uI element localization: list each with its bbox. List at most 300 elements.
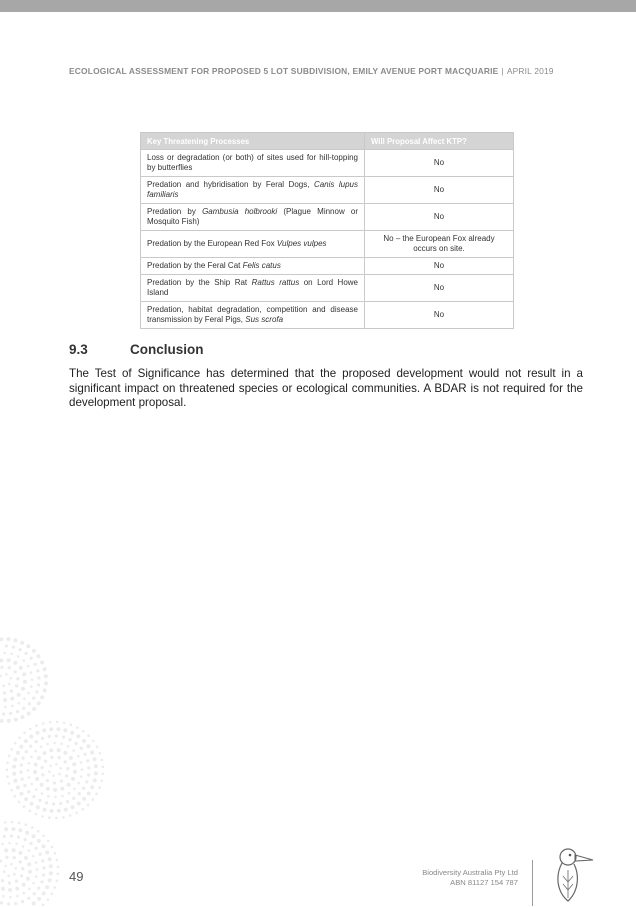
dot (38, 853, 41, 856)
answer-cell: No (365, 150, 514, 177)
dot (30, 671, 33, 674)
dot (34, 763, 38, 767)
dot (28, 870, 32, 874)
dot (45, 851, 49, 855)
dot (10, 863, 13, 866)
dot (42, 866, 45, 869)
dot (1, 843, 4, 846)
dot (17, 693, 21, 697)
dot (25, 831, 29, 835)
dot (13, 856, 16, 859)
dot (18, 822, 21, 825)
dot (10, 834, 13, 837)
dot (10, 690, 13, 693)
dot (13, 638, 17, 642)
footer-divider (532, 860, 533, 906)
dot (0, 637, 3, 641)
dot (19, 860, 22, 863)
dot (45, 885, 49, 889)
dot (12, 848, 16, 852)
dot (52, 775, 55, 778)
dot (30, 756, 33, 759)
dot (0, 658, 3, 662)
dot (70, 731, 74, 735)
dot (13, 779, 17, 783)
dot (32, 697, 35, 700)
dot (66, 767, 69, 770)
dot (49, 871, 53, 875)
dot (37, 701, 41, 705)
dot (21, 867, 24, 870)
answer-cell: No (365, 302, 514, 329)
dot (23, 680, 27, 684)
table-row (141, 258, 514, 275)
dot (56, 727, 60, 731)
dot (36, 805, 40, 809)
dot (25, 823, 28, 826)
dot (0, 901, 3, 904)
dot (12, 772, 16, 776)
process-cell: Predation and hybridisation by Feral Dogs, Canis lupus familiaris (141, 177, 365, 204)
ktp-table (140, 132, 514, 329)
dot (57, 809, 61, 813)
dot (53, 788, 57, 792)
dot (44, 681, 48, 685)
dot (42, 751, 46, 755)
dot (41, 737, 44, 740)
header-title: ECOLOGICAL ASSESSMENT FOR PROPOSED 5 LOT SUBDIVISION, EMILY AVENUE PORT MACQUARIE (69, 66, 499, 76)
dot (28, 776, 31, 779)
dot (32, 882, 35, 885)
dot (0, 675, 2, 678)
dot (46, 787, 50, 791)
dot (24, 739, 28, 743)
dot (67, 783, 71, 787)
dot (0, 719, 4, 723)
dot (40, 695, 44, 699)
column-header-process: Key Threatening Processes (141, 133, 365, 150)
dot (69, 814, 72, 817)
dot (73, 788, 76, 791)
kookaburra-logo-icon (551, 846, 595, 904)
dot (65, 774, 68, 777)
dot (9, 677, 12, 680)
dot (15, 843, 18, 846)
dot (95, 793, 98, 796)
dot (24, 797, 28, 801)
dot (94, 764, 98, 768)
dot (56, 880, 59, 883)
dot (22, 707, 25, 710)
dot (35, 788, 38, 791)
dot (37, 756, 41, 760)
dot (50, 809, 54, 813)
dot (20, 874, 23, 877)
dot (80, 761, 83, 764)
dot (31, 678, 34, 681)
dot (102, 773, 105, 776)
dot (93, 757, 97, 761)
dot (28, 849, 31, 852)
dot (56, 721, 59, 724)
dot (5, 673, 8, 676)
dot (42, 891, 46, 895)
dot (55, 763, 58, 766)
answer-cell: No (365, 204, 514, 231)
dot (64, 808, 68, 812)
dot (35, 861, 38, 864)
dot (15, 684, 18, 687)
dot (69, 756, 73, 760)
dot (44, 674, 48, 678)
dot (63, 751, 67, 755)
dot (73, 770, 77, 774)
dot (15, 887, 19, 891)
dot (43, 808, 47, 812)
dot (23, 892, 26, 895)
dot (62, 816, 65, 819)
dot (9, 896, 12, 899)
dot (48, 735, 51, 738)
dot (38, 799, 41, 802)
dot (23, 659, 26, 662)
dot (71, 805, 75, 809)
dot (36, 731, 40, 735)
dot (18, 851, 22, 855)
dot (62, 735, 65, 738)
dot (8, 782, 11, 785)
table-row (141, 150, 514, 177)
dot (92, 798, 95, 801)
dot (7, 719, 11, 723)
dot (93, 778, 97, 782)
dot (7, 902, 10, 905)
dot (57, 866, 60, 869)
process-cell: Predation by the Feral Cat Felis catus (141, 258, 365, 275)
dot (48, 816, 51, 819)
dot (27, 862, 31, 866)
dot (60, 787, 64, 791)
dot (2, 685, 5, 688)
dot (24, 652, 27, 655)
dot (57, 873, 60, 876)
dot (1, 879, 4, 882)
dot (21, 715, 25, 719)
dot (4, 848, 8, 852)
dot (8, 888, 12, 892)
dot (75, 812, 78, 815)
dot (71, 777, 75, 781)
dot (17, 835, 20, 838)
dot (82, 739, 86, 743)
dot (0, 859, 2, 862)
dot (28, 888, 31, 891)
dot (4, 706, 7, 709)
dot (90, 785, 94, 789)
dot (37, 654, 41, 658)
dot (6, 637, 10, 641)
dot (2, 895, 5, 898)
dot (40, 661, 44, 665)
header-date: APRIL 2019 (506, 66, 554, 76)
dot (98, 786, 101, 789)
dot (55, 817, 58, 820)
dot (31, 826, 34, 829)
dot (22, 883, 26, 887)
dot (7, 875, 10, 878)
dot (40, 783, 44, 787)
dot (6, 775, 9, 778)
dot (42, 904, 45, 907)
answer-cell: No (365, 275, 514, 302)
dot (22, 845, 25, 848)
dot (63, 728, 67, 732)
dot (87, 734, 90, 737)
dot (35, 875, 38, 878)
dot (82, 730, 85, 733)
company-name: Biodiversity Australia Pty Ltd (422, 868, 518, 877)
dot (5, 856, 8, 859)
dot (80, 747, 83, 750)
table-row (141, 177, 514, 204)
dot (30, 802, 34, 806)
dot (41, 859, 44, 862)
dot (41, 773, 44, 776)
dot (27, 665, 30, 668)
dot (35, 777, 39, 781)
dot (49, 727, 53, 731)
dot (6, 761, 9, 764)
dot (46, 779, 49, 782)
dot (11, 821, 14, 824)
dot (40, 746, 43, 749)
table-header-row (141, 133, 514, 150)
dot (37, 830, 40, 833)
dot (19, 666, 23, 670)
dot (73, 749, 76, 752)
dot (92, 740, 95, 743)
dot (82, 787, 85, 790)
dot (3, 870, 6, 873)
dot (53, 886, 56, 889)
dot (78, 792, 81, 795)
dot (54, 796, 57, 799)
top-bar (0, 0, 636, 12)
dot (34, 750, 37, 753)
dot (4, 821, 7, 824)
dot (101, 780, 104, 783)
dot (87, 791, 91, 795)
dot (40, 880, 43, 883)
process-cell: Predation by the Ship Rat Rattus rattus on Lord Howe Island (141, 275, 365, 302)
dot (61, 795, 64, 798)
dot (31, 783, 34, 786)
dot (81, 768, 84, 771)
dot (58, 756, 61, 759)
dot (49, 748, 53, 752)
dot (10, 697, 14, 701)
dot (101, 759, 104, 762)
dot (44, 759, 47, 762)
answer-cell: No (365, 258, 514, 275)
dot (23, 732, 26, 735)
dot (87, 744, 91, 748)
dot (3, 691, 6, 694)
dot (8, 881, 11, 884)
dot (5, 644, 8, 647)
dot (81, 808, 84, 811)
dot (19, 745, 23, 749)
dot (83, 753, 86, 756)
dot (99, 752, 102, 755)
dot (90, 751, 94, 755)
dot (35, 724, 38, 727)
dot (27, 897, 30, 900)
dot (68, 792, 71, 795)
dot (35, 847, 38, 850)
dot (29, 842, 32, 845)
dot (32, 795, 35, 798)
table-row (141, 204, 514, 231)
dot (33, 663, 36, 666)
dot (47, 840, 50, 843)
dot (15, 880, 18, 883)
dot (9, 712, 12, 715)
dot (16, 710, 19, 713)
dot (37, 887, 40, 890)
dot (23, 698, 26, 701)
dot (20, 792, 24, 796)
dot (50, 893, 53, 896)
dot (43, 667, 47, 671)
header-separator: | (501, 66, 504, 76)
dot (7, 658, 11, 662)
dot (94, 771, 98, 775)
dot (6, 768, 9, 771)
dot (60, 743, 63, 746)
dot (41, 815, 44, 818)
dot (66, 800, 69, 803)
dot (51, 846, 54, 849)
dot (59, 767, 62, 770)
dot (77, 755, 80, 758)
company-info (422, 868, 518, 888)
dot (12, 765, 16, 769)
dot (18, 801, 21, 804)
running-header (69, 66, 589, 76)
dot (10, 748, 13, 751)
dot (16, 786, 20, 790)
conclusion-paragraph: The Test of Significance has determined that the proposed development would not result in a significant impact on threatened species or ecological communities. A BDAR is not required for the development proposal. (69, 367, 583, 409)
dot (18, 648, 21, 651)
dot (57, 748, 61, 752)
dot (86, 759, 89, 762)
dot (29, 728, 32, 731)
dot (63, 722, 66, 725)
dot (60, 780, 63, 783)
dot (37, 676, 40, 679)
dot (42, 844, 46, 848)
dot (53, 781, 56, 784)
dot (30, 685, 33, 688)
dot (23, 784, 26, 787)
dot (3, 652, 6, 655)
table-row (141, 231, 514, 258)
dot (35, 690, 38, 693)
dot (23, 805, 26, 808)
dot (87, 766, 90, 769)
dot (45, 801, 48, 804)
dot (21, 687, 25, 691)
dot (33, 770, 37, 774)
dot (13, 758, 17, 762)
dot (20, 763, 23, 766)
dot (16, 751, 20, 755)
dot (32, 649, 36, 653)
dot (18, 736, 21, 739)
dot (29, 735, 33, 739)
dot (67, 745, 70, 748)
dot (55, 734, 58, 737)
dot (18, 702, 21, 705)
dot (4, 865, 7, 868)
dot (42, 722, 45, 725)
dot (3, 698, 7, 702)
dot (32, 707, 36, 711)
dot (87, 773, 90, 776)
dot (3, 835, 6, 838)
process-cell: Predation, habitat degradation, competition and disease transmission by Feral Pigs, Sus scrofa (141, 302, 365, 329)
dot (56, 859, 59, 862)
dot (16, 677, 19, 680)
dot (8, 755, 11, 758)
dot (36, 669, 39, 672)
dot (35, 813, 38, 816)
dot (47, 898, 50, 901)
dot (68, 738, 71, 741)
column-header-answer: Will Proposal Affect KTP? (365, 133, 514, 150)
dot (64, 760, 67, 763)
dot (21, 900, 24, 903)
answer-cell: No (365, 177, 514, 204)
dot (52, 802, 55, 805)
dot (1, 887, 5, 891)
dot (77, 802, 81, 806)
dot (48, 770, 51, 773)
dot (11, 827, 15, 831)
dot (47, 795, 50, 798)
dot (53, 742, 56, 745)
dot (14, 902, 17, 905)
dot (74, 742, 77, 745)
section-number: 9.3 (69, 342, 88, 357)
dot (25, 750, 28, 753)
dot (41, 792, 44, 795)
dot (49, 765, 52, 768)
dot (30, 657, 33, 660)
dot (102, 766, 105, 769)
dot (82, 797, 86, 801)
page-number: 49 (69, 869, 84, 884)
dot (77, 782, 80, 785)
dot (96, 746, 99, 749)
dot (27, 692, 30, 695)
dot (14, 718, 18, 722)
dot (54, 852, 57, 855)
dot (8, 842, 11, 845)
dot (18, 828, 22, 832)
dot (85, 780, 88, 783)
